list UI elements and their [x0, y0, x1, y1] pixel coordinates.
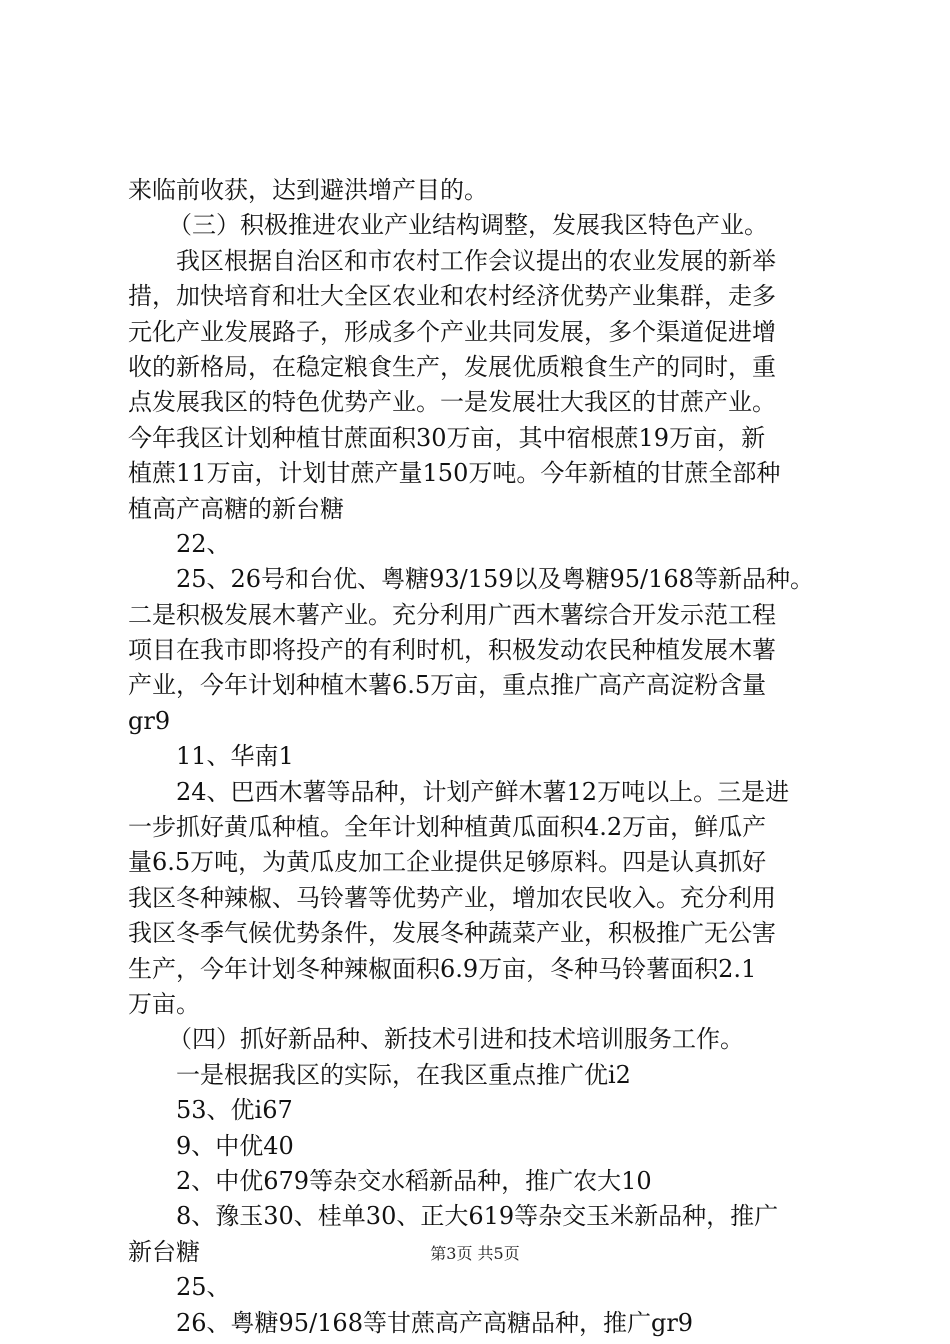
text-line: 26、粤糖95/168等甘蔗高产高糖品种，推广gr9 [176, 1308, 694, 1337]
text-line: 22、 [176, 529, 231, 558]
text-line: 产业，今年计划种植木薯6.5万亩，重点推广高产高淀粉含量 [128, 671, 767, 700]
text-line: 25、 [176, 1273, 231, 1302]
text-line: 二是积极发展木薯产业。充分利用广西木薯综合开发示范工程 [128, 600, 776, 629]
text-line: 项目在我市即将投产的有利时机，积极发动农民种植发展木薯 [128, 636, 776, 665]
text-line: 植蔗11万亩，计划甘蔗产量150万吨。今年新植的甘蔗全部种 [128, 459, 781, 488]
text-line: 元化产业发展路子，形成多个产业共同发展，多个渠道促进增 [128, 317, 776, 346]
text-line: 点发展我区的特色优势产业。一是发展壮大我区的甘蔗产业。 [128, 388, 776, 417]
text-line: 我区冬季气候优势条件，发展冬种蔬菜产业，积极推广无公害 [128, 919, 776, 948]
text-line: 措，加快培育和壮大全区农业和农村经济优势产业集群，走多 [128, 282, 776, 311]
text-line: 来临前收获，达到避洪增产目的。 [128, 176, 488, 204]
text-line: 我区冬种辣椒、马铃薯等优势产业，增加农民收入。充分利用 [128, 883, 776, 912]
text-line: 一步抓好黄瓜种植。全年计划种植黄瓜面积4.2万亩，鲜瓜产 [128, 813, 767, 842]
text-line: 9、中优40 [176, 1131, 294, 1160]
text-line: 2、中优679等杂交水稻新品种，推广农大10 [176, 1166, 652, 1195]
text-line: 我区根据自治区和市农村工作会议提出的农业发展的新举 [176, 246, 776, 275]
text-line: 万亩。 [128, 989, 200, 1018]
text-line: 11、华南1 [176, 742, 294, 771]
text-line: 新台糖 [128, 1237, 200, 1266]
body-text [128, 173, 838, 1341]
text-line: 24、巴西木薯等品种，计划产鲜木薯12万吨以上。三是进 [176, 777, 790, 806]
text-line: 53、优i67 [176, 1096, 293, 1125]
text-line: 量6.5万吨，为黄瓜皮加工企业提供足够原料。四是认真抓好 [128, 848, 767, 877]
text-line: 8、豫玉30、桂单30、正大619等杂交玉米新品种，推广 [176, 1202, 779, 1231]
text-line: 今年我区计划种植甘蔗面积30万亩，其中宿根蔗19万亩，新 [128, 423, 766, 452]
text-line: 25、26号和台优、粤糖93/159以及粤糖95/168等新品种。 [176, 565, 814, 594]
section-heading: （四）抓好新品种、新技术引进和技术培训服务工作。 [168, 1025, 744, 1054]
page-number-footer: 第3页 共5页 [430, 1244, 520, 1263]
text-line: 收的新格局，在稳定粮食生产，发展优质粮食生产的同时，重 [128, 352, 776, 381]
section-heading: （三）积极推进农业产业结构调整，发展我区特色产业。 [168, 211, 768, 240]
text-line: 植高产高糖的新台糖 [128, 494, 344, 523]
text-line: 一是根据我区的实际，在我区重点推广优i2 [176, 1060, 631, 1089]
text-line: gr9 [128, 706, 171, 735]
text-line: 生产，今年计划冬种辣椒面积6.9万亩，冬种马铃薯面积2.1 [128, 954, 757, 983]
